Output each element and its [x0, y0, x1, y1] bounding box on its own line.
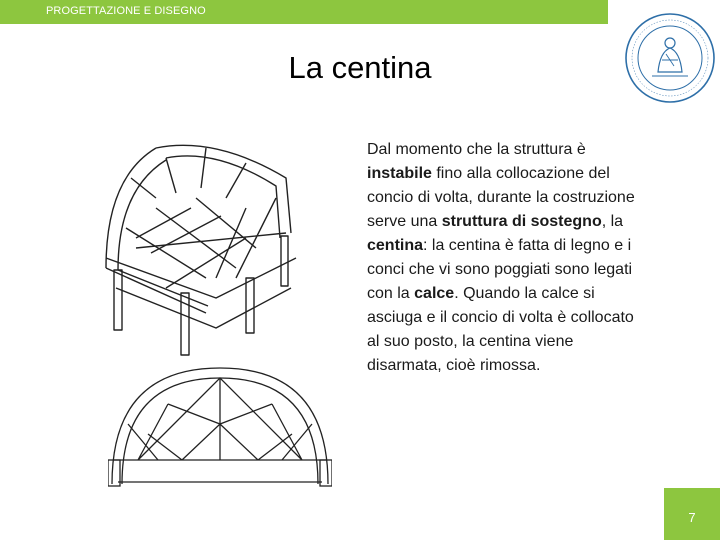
bold-term: centina — [367, 237, 424, 254]
bold-term: calce — [414, 285, 455, 302]
text-segment: Dal momento che la struttura è — [367, 141, 586, 158]
text-segment: fino alla collocazione del concio di volta, durante la costruzione serve una — [367, 165, 635, 230]
body-paragraph — [367, 138, 642, 378]
text-segment: : la centina è fatta di legno e i conci che vi sono poggiati sono legati con la — [367, 237, 633, 302]
header-bar — [0, 0, 608, 24]
text-segment: . Quando la calce si asciuga e il concio di volta è collocato al suo posto, la centina viene disarmata, cioè rimossa. — [367, 285, 634, 374]
page-number-box — [664, 488, 720, 540]
page-number: 7 — [688, 510, 696, 525]
slide-title: La centina — [288, 50, 432, 85]
centering-3d-drawing — [96, 138, 306, 358]
centering-arch-elevation — [108, 364, 332, 490]
bold-term: struttura di sostegno — [441, 213, 602, 230]
text-segment: , la — [601, 213, 624, 230]
bold-term: instabile — [367, 165, 432, 182]
section-label: PROGETTAZIONE E DISEGNO — [46, 5, 206, 17]
